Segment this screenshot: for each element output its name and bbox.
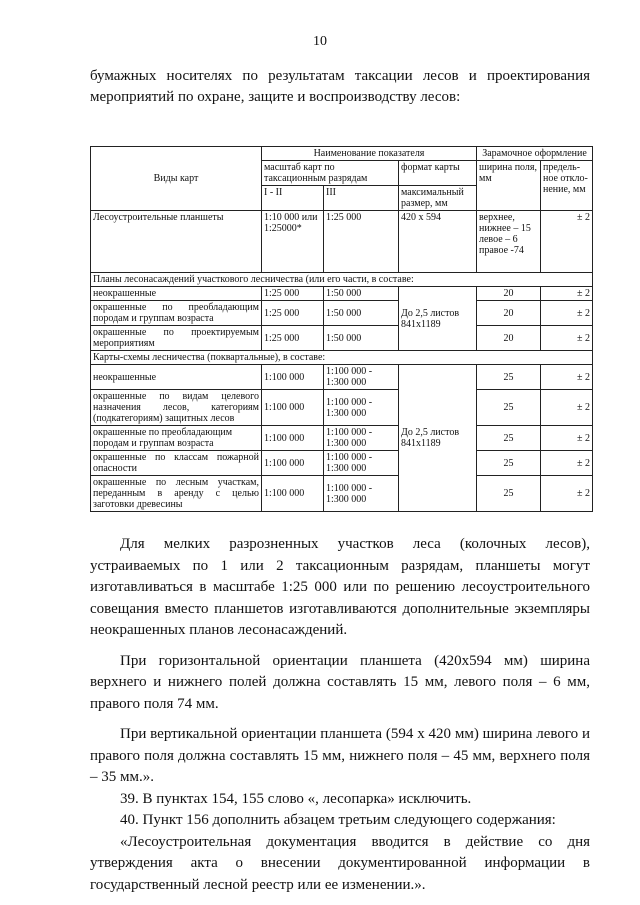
row-scale-1-2: 1:25 000 [262, 326, 324, 351]
row-field-width: 25 [477, 426, 541, 451]
row-scale-3: 1:100 000 - 1:300 000 [324, 365, 399, 390]
row-deviation: ± 2 [541, 476, 593, 512]
header-max-size: максимальный размер, мм [399, 186, 477, 211]
row-field-width: 25 [477, 390, 541, 426]
row-scale-1-2: 1:100 000 [262, 451, 324, 476]
document-body [90, 534, 590, 896]
section-schemes-title: Карты-схемы лесничества (поквартальные), в составе: [91, 351, 593, 365]
header-indicator-name: Наименование показателя [262, 147, 477, 161]
row-field-width: 20 [477, 326, 541, 351]
row-format: 420 х 594 [399, 211, 477, 273]
row-scale-1-2: 1:10 000 или 1:25000* [262, 211, 324, 273]
paragraph: 40. Пункт 156 дополнить абзацем третьим следующего содержания: [120, 812, 556, 828]
table-header-row [91, 147, 593, 161]
intro-paragraph: бумажных носителях по результатам таксации лесов и проектирования мероприятий по охране, защите и воспроизводству лесов: [90, 68, 590, 105]
table-row [91, 476, 593, 512]
row-deviation: ± 2 [541, 365, 593, 390]
table-row [91, 301, 593, 326]
row-deviation: ± 2 [541, 301, 593, 326]
map-requirements-table [90, 146, 593, 512]
row-scale-3: 1:50 000 [324, 287, 399, 301]
row-name: окрашенные по проектируемым мероприятиям [91, 326, 262, 351]
section-row [91, 273, 593, 287]
header-map-types: Виды карт [91, 147, 262, 211]
row-scale-1-2: 1:100 000 [262, 390, 324, 426]
row-scale-3: 1:100 000 - 1:300 000 [324, 476, 399, 512]
row-deviation: ± 2 [541, 326, 593, 351]
row-deviation: ± 2 [541, 390, 593, 426]
paragraph: 39. В пунктах 154, 155 слово «, лесопарка» исключить. [120, 790, 472, 807]
row-name: Лесоустроительные планшеты [91, 211, 262, 273]
header-scale: масштаб карт по таксационным разрядам [262, 161, 399, 186]
row-scale-3: 1:50 000 [324, 301, 399, 326]
row-field-width: 20 [477, 287, 541, 301]
row-field-width: верхнее, нижнее – 15 левое – 6 правое -74 [477, 211, 541, 273]
row-scale-3: 1:100 000 - 1:300 000 [324, 451, 399, 476]
paragraph: При горизонтальной ориентации планшета (420х594 мм) ширина верхнего и нижнего полей должна составлять 15 мм, левого поля – 6 мм, правого поля 74 мм. [90, 652, 590, 712]
row-name: окрашенные по классам пожарной опасности [91, 451, 262, 476]
row-scale-3: 1:25 000 [324, 211, 399, 273]
row-deviation: ± 2 [541, 451, 593, 476]
schemes-format: До 2,5 листов 841х1189 [399, 365, 477, 512]
row-deviation: ± 2 [541, 287, 593, 301]
row-deviation: ± 2 [541, 211, 593, 273]
header-field-width: ширина поля, мм [477, 161, 541, 211]
table-row [91, 211, 593, 273]
table-row [91, 326, 593, 351]
row-scale-1-2: 1:25 000 [262, 301, 324, 326]
paragraph: Для мелких разрозненных участков леса (колочных лесов), устраиваемых по 1 или 2 таксационным разрядам, планшеты могут изготавливаться в масштабе 1:25 000 или по решению лесоустроительного совещания вместо планшетов изготавливаются дополнительные экземпляры неокрашенных планов лесонасаждений. [90, 536, 590, 638]
row-name: окрашенные по видам целевого назначения лесов, категориям (подкатегориям) защитных лесов [91, 390, 262, 426]
row-name: неокрашенные [91, 287, 262, 301]
row-scale-1-2: 1:100 000 [262, 476, 324, 512]
header-max-deviation: предель-ное откло-нение, мм [541, 161, 593, 211]
paragraph: При вертикальной ориентации планшета (594 х 420 мм) ширина левого и правого поля должна составлять 15 мм, нижнего поля – 45 мм, верхнего поля – 35 мм.». [90, 726, 590, 785]
section-plans-title: Планы лесонасаждений участкового лесничества (или его части, в составе: [91, 273, 593, 287]
table-row [91, 365, 593, 390]
header-class-1-2: I - II [262, 186, 324, 211]
row-name: окрашенные по преобладающим породам и группам возраста [91, 301, 262, 326]
row-field-width: 25 [477, 476, 541, 512]
row-scale-1-2: 1:100 000 [262, 426, 324, 451]
row-field-width: 25 [477, 365, 541, 390]
row-field-width: 20 [477, 301, 541, 326]
header-format: формат карты [399, 161, 477, 186]
row-field-width: 25 [477, 451, 541, 476]
table-row [91, 287, 593, 301]
table-row [91, 426, 593, 451]
row-name: окрашенные по преобладающим породам и группам возраста [91, 426, 262, 451]
row-name: окрашенные по лесным участкам, переданным в аренду с целью заготовки древесины [91, 476, 262, 512]
page-number: 10 [313, 34, 327, 49]
row-scale-3: 1:100 000 - 1:300 000 [324, 426, 399, 451]
row-scale-1-2: 1:100 000 [262, 365, 324, 390]
row-scale-1-2: 1:25 000 [262, 287, 324, 301]
table-row [91, 390, 593, 426]
header-class-3: III [324, 186, 399, 211]
plans-format: До 2,5 листов 841х1189 [399, 287, 477, 351]
section-row [91, 351, 593, 365]
row-scale-3: 1:100 000 - 1:300 000 [324, 390, 399, 426]
table-row [91, 451, 593, 476]
row-scale-3: 1:50 000 [324, 326, 399, 351]
header-frame-design: Зарамочное оформление [477, 147, 593, 161]
row-deviation: ± 2 [541, 426, 593, 451]
paragraph: «Лесоустроительная документация вводится в действие со дня утверждения акта о внесении документированной информации в государственный лесной реестр или ее изменении.». [90, 833, 590, 893]
row-name: неокрашенные [91, 365, 262, 390]
